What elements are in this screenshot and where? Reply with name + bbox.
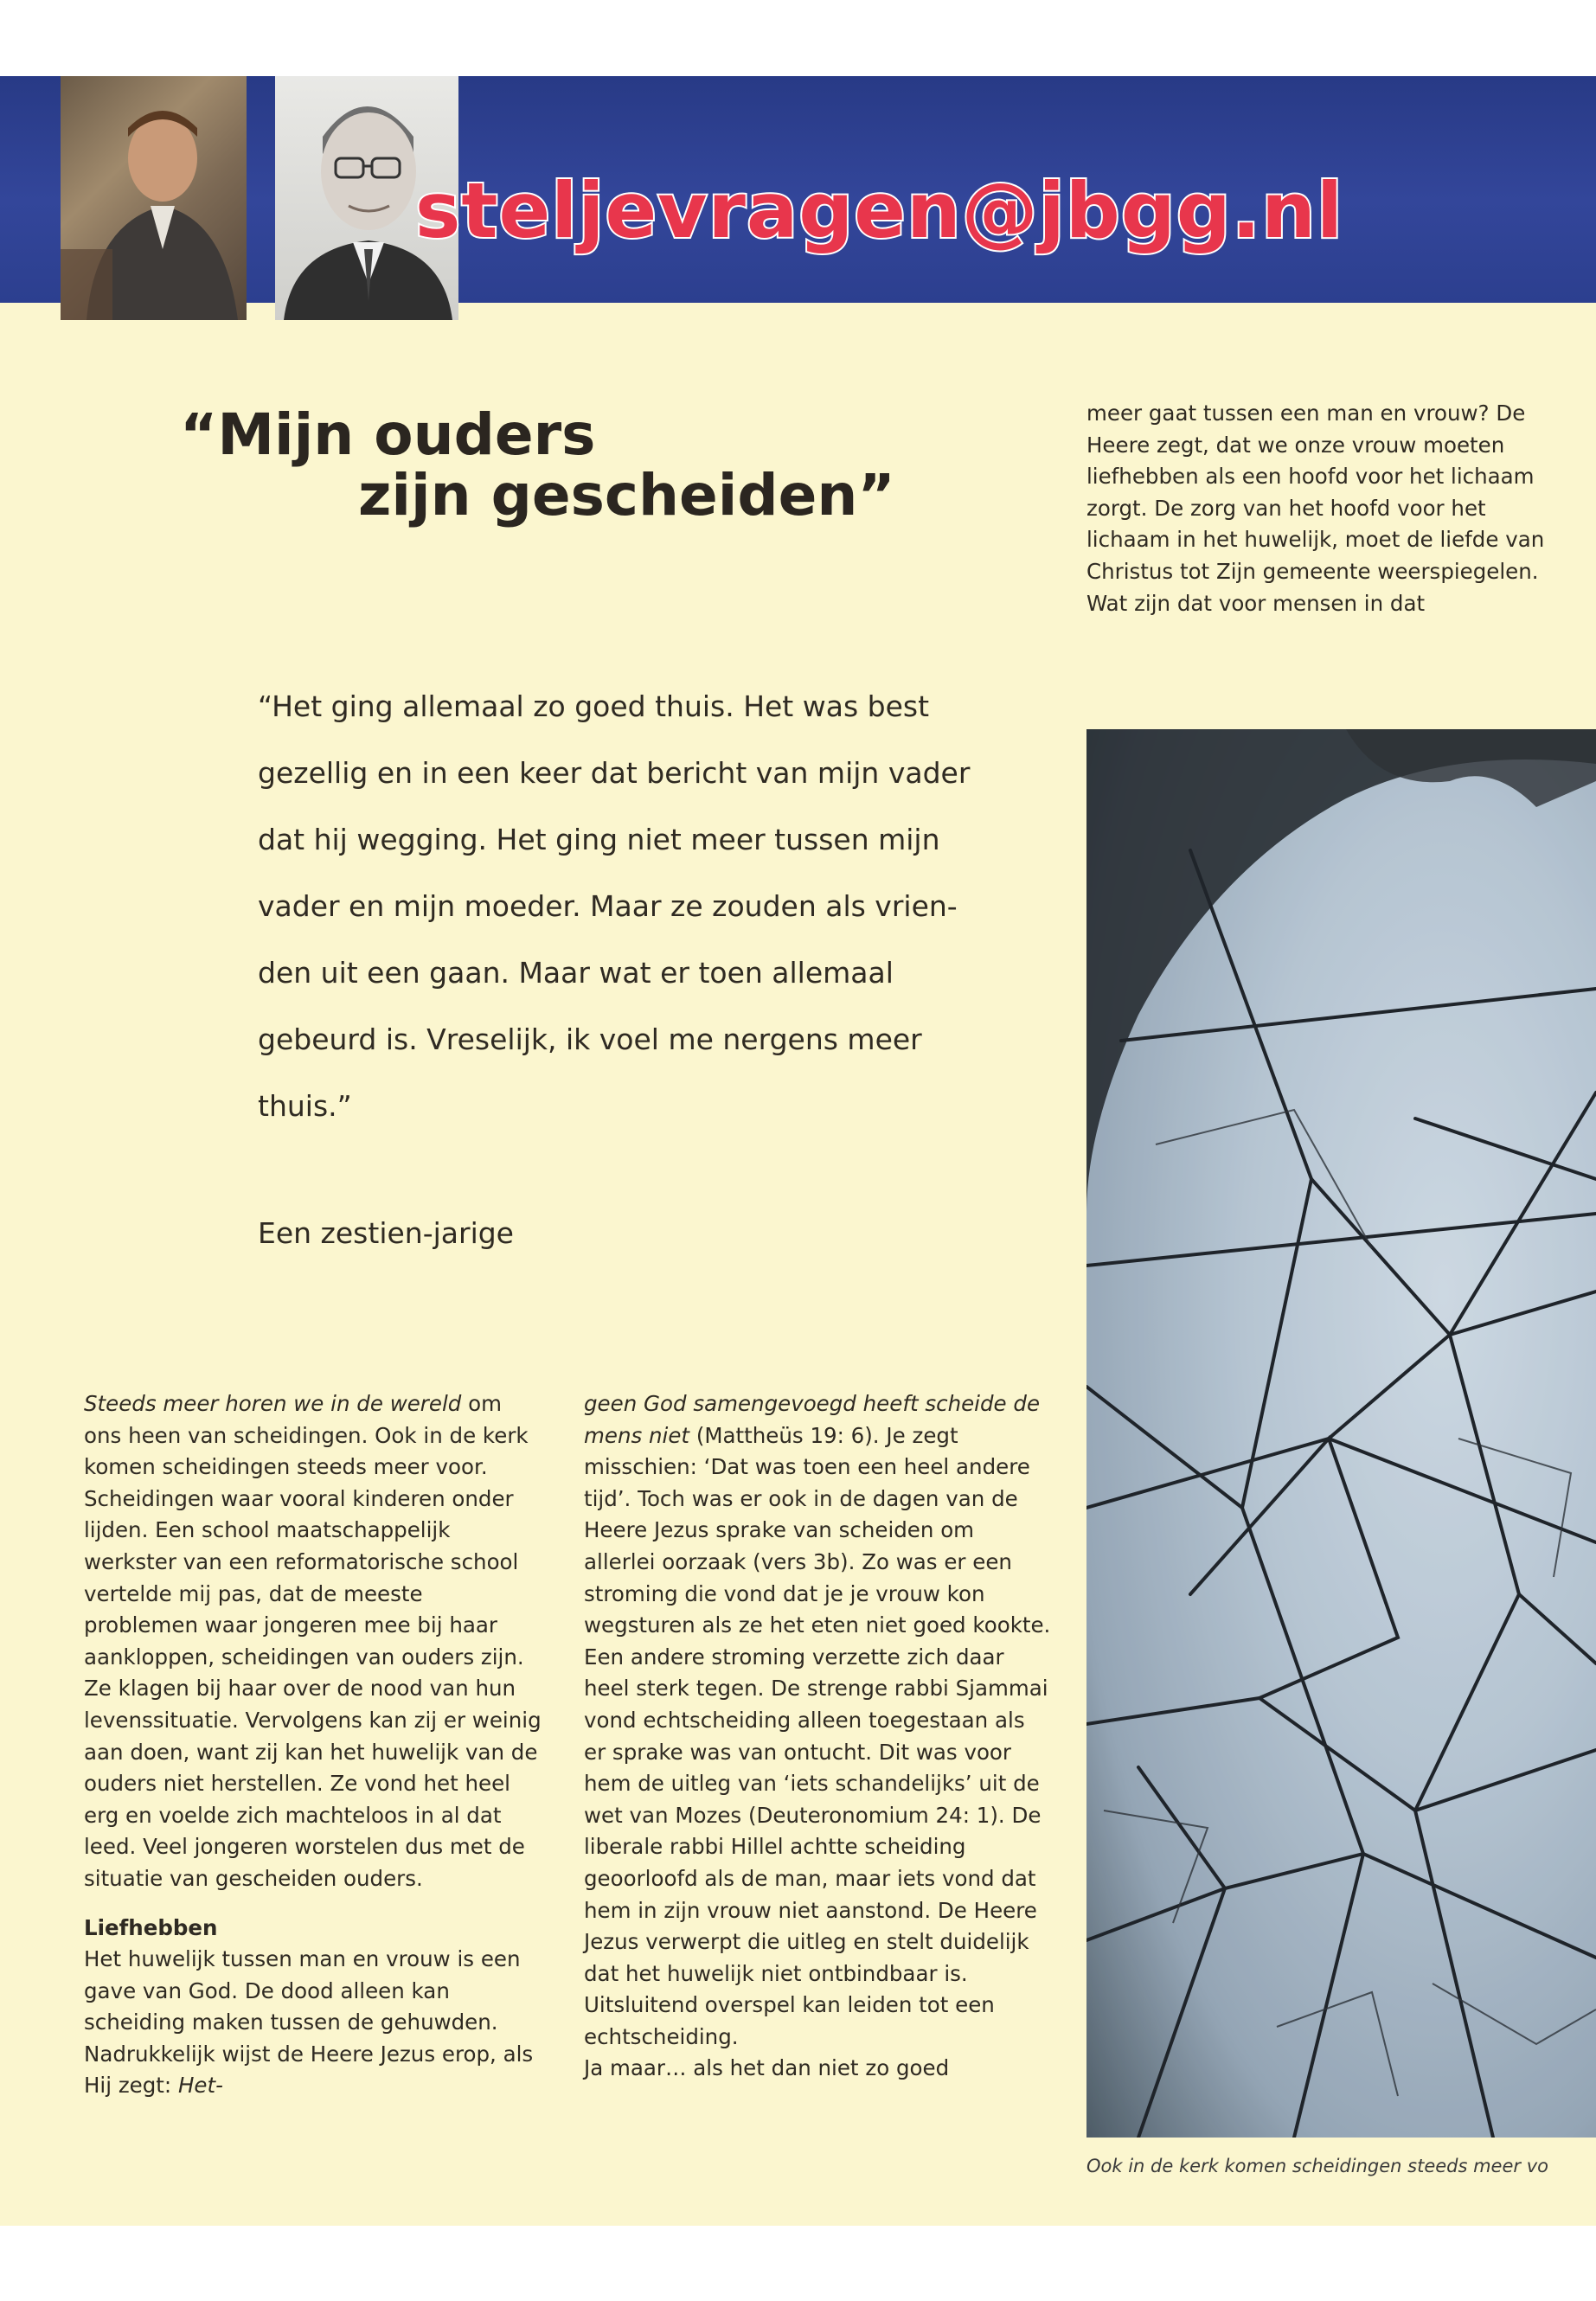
photo-caption: Ook in de kerk komen scheidingen steeds meer vo [1086, 2156, 1548, 2176]
title-line-1: “Mijn ouders [180, 401, 596, 468]
quote-line: dat hij wegging. Het ging niet meer tussen mijn [258, 823, 940, 856]
body-column-3 [1086, 398, 1545, 619]
quote-line: “Het ging allemaal zo goed thuis. Het was best [258, 689, 930, 723]
paragraph-2 [84, 1944, 542, 2102]
column-3-last-line: Wat zijn dat voor mensen in dat [1086, 590, 1426, 616]
quote-line: den uit een gaan. Maar wat er toen allemaal [258, 956, 894, 990]
scripture-quote: geen God samengevoegd heeft scheide de mens niet [584, 1391, 1041, 1448]
column-2-last-line: Ja maar… als het dan niet zo goed [584, 2055, 950, 2081]
quote-line: vader en mijn moeder. Maar ze zouden als vrien- [258, 889, 958, 923]
column-2-text: (Mattheüs 19: 6). Je zegt misschien: ‘Dat was toen een heel andere tijd’. Toch was er ook in de dagen van de Heere Jezus sprake van scheiden om allerlei oorzaak (vers 3b). Zo was er een stroming die vond dat je je vrouw kon wegsturen als ze het eten niet goed kookte. Een andere stroming verzette zich daar heel sterk tegen. De strenge rabbi Sjammai vond echtscheiding alleen toegestaan als er sprake was van ontucht. Dit was voor hem de uitleg van ‘iets schandelijks’ uit de wet van Mozes (Deuteronomium 24: 1). De liberale rabbi Hillel achtte scheiding geoorloofd als de man, maar iets vond dat hem in zijn vrouw niet aanstond. De Heere Jezus verwerpt die uitleg en stelt duidelijk dat het huwelijk niet ontbindbaar is. Uitsluitend overspel kan leiden tot een echtscheiding. [584, 1422, 1051, 2049]
quote-byline: Een zestien-jarige [258, 1216, 514, 1250]
magazine-page [0, 76, 1596, 2226]
quote-line: gezellig en in een keer dat bericht van mijn vader [258, 756, 971, 790]
body-column-1 [84, 1388, 542, 2102]
paragraph-2-italic: Het- [177, 2073, 223, 2099]
intro-paragraph [84, 1388, 542, 1895]
paragraph-2-text: Het huwelijk tussen man en vrouw is een gave van God. De dood alleen kan scheiding maken tussen de gehuwden. Nadrukkelijk wijst de Heere Jezus erop, als Hij zegt: [84, 1946, 534, 2099]
body-column-2 [584, 1388, 1051, 2085]
contact-email[interactable]: steljevragen@jbgg.nl [415, 166, 1343, 255]
intro-italic: Steeds meer horen we in de wereld [84, 1391, 462, 1416]
article-title [180, 401, 976, 529]
quote-line: gebeurd is. Vreselijk, ik voel me nergens meer [258, 1022, 922, 1056]
quote-line: thuis.” [258, 1089, 352, 1123]
column-3-text: meer gaat tussen een man en vrouw? De Heere zegt, dat we onze vrouw moeten liefhebben als een hoofd voor het lichaam zorgt. De zorg van het hoofd voor het lichaam in het huwelijk, moet de liefde van Christus tot Zijn gemeente weerspiegelen. [1086, 401, 1545, 584]
intro-text: om ons heen van scheidingen. Ook in de kerk komen scheidingen steeds meer voor. Scheidingen waar vooral kinderen onder lijden. Een school maatschappelijk werkster van een reformatorische school vertelde mij pas, dat de meeste problemen waar jongeren mee bij haar aankloppen, scheidingen van ouders zijn. Ze klagen bij haar over de nood van hun levenssituatie. Vervolgens kan zij er weinig aan doen, want zij kan het huwelijk van de ouders niet herstellen. Ze vond het heel erg en voelde zich machteloos in al dat leed. Veel jongeren worstelen dus met de situatie van gescheiden ouders. [84, 1391, 542, 1891]
column-2-paragraph [584, 1388, 1051, 2053]
broken-glass-photo [1086, 729, 1596, 2138]
speaker-photo [61, 76, 247, 320]
title-line-2: zijn gescheiden” [358, 462, 895, 529]
subheading-liefhebben: Liefhebben [84, 1914, 218, 1940]
pull-quote [258, 673, 1036, 1139]
